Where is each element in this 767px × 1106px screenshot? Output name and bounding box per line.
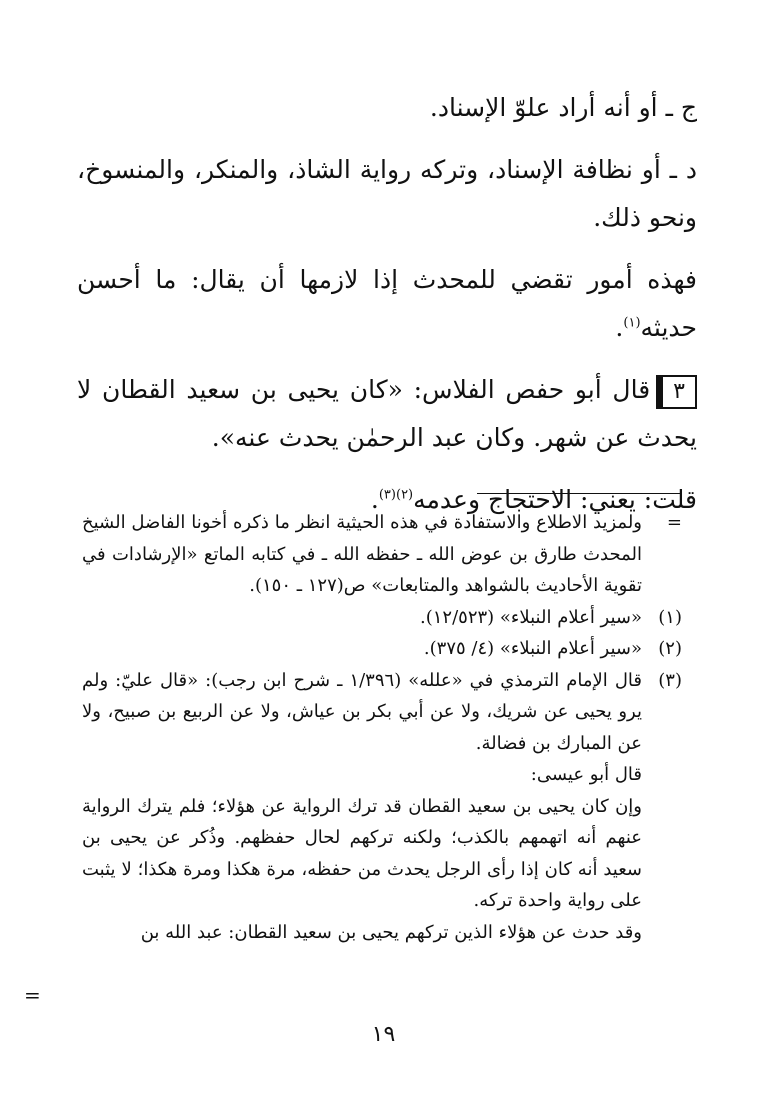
footnote-ref: (٢)(٣) [378, 487, 414, 503]
continued-marker: = [24, 983, 41, 1007]
note-end: . [370, 485, 379, 514]
footnote-2 [82, 633, 682, 665]
footnote-text: «سير أعلام النبلاء» (٤/ ٣٧٥). [423, 638, 642, 659]
footnote-number: (٢) [658, 638, 682, 659]
footnote-paragraph: قال الإمام الترمذي في «علله» (١/٣٩٦ ـ شرح ابن رجب): «قال عليّ: ولم يرو يحيى عن شريك، ولا عن أبي بكر بن عياش، ولا عن الربيع بن صبيح، ولا عن المبارك بن فضالة. [82, 669, 642, 754]
item-c: ج ـ أو أنه أراد علوّ الإسناد. [429, 93, 697, 122]
section-number-box: ٣ [656, 375, 697, 409]
footnote-number: (٣) [658, 669, 682, 691]
item-d: د ـ أو نظافة الإسناد، وتركه رواية الشاذ، والمنكر، والمنسوخ، ونحو ذلك. [77, 155, 697, 232]
footnote-text: ولمزيد الاطلاع والاستفادة في هذه الحيثية انظر ما ذكره أخونا الفاضل الشيخ المحدث طارق بن عوض الله ـ حفظه الله ـ في كتابه الماتع «الإرشادات في تقوية الأحاديث بالشواهد والمتابعات» ص(١٢٧ ـ ١٥٠). [82, 512, 642, 596]
footnote-ref: (١) [623, 315, 641, 331]
continuation-marker: = [666, 512, 682, 533]
footnote-continuation [82, 507, 682, 602]
footnote-paragraph: وقد حدث عن هؤلاء الذين تركهم يحيى بن سعيد القطان: عبد الله بن [140, 921, 642, 943]
footnote-1 [82, 602, 682, 634]
footnote-paragraph: وإن كان يحيى بن سعيد القطان قد ترك الرواية عن هؤلاء؛ فلم يترك الرواية عنهم أنه اتهمهم بالكذب؛ ولكنه تركهم لحال حفظهم. وذُكر عن يحيى بن سعيد أنه كان إذا رأى الرجل يحدث من حفظه، مرة هكذا ومرة هكذا؛ لا يثبت على رواية واحدة تركه. [82, 795, 642, 911]
summary-end: . [615, 313, 624, 342]
footnote-text: «سير أعلام النبلاء» (١٢/٥٢٣). [420, 606, 642, 628]
footnote-3 [82, 665, 682, 949]
summary-text: فهذه أمور تقضي للمحدث إذا لازمها أن يقال: ما أحسن حديثه [77, 265, 697, 342]
note-text: قلت: يعني: الاحتجاج وعدمه [413, 485, 697, 514]
section-text: قال أبو حفص الفلاس: «كان يحيى بن سعيد القطان لا يحدث عن شهر. وكان عبد الرحمٰن يحدث عنه». [77, 375, 697, 452]
footnote-number: (١) [658, 606, 682, 628]
footnotes [82, 507, 682, 948]
summary-paragraph [77, 256, 697, 352]
footnote-divider [477, 493, 682, 494]
section-paragraph [77, 366, 697, 462]
footnote-paragraph: قال أبو عيسى: [530, 764, 642, 785]
page-number: ١٩ [371, 1022, 396, 1047]
footnote-text [82, 665, 642, 949]
main-text [77, 84, 697, 538]
